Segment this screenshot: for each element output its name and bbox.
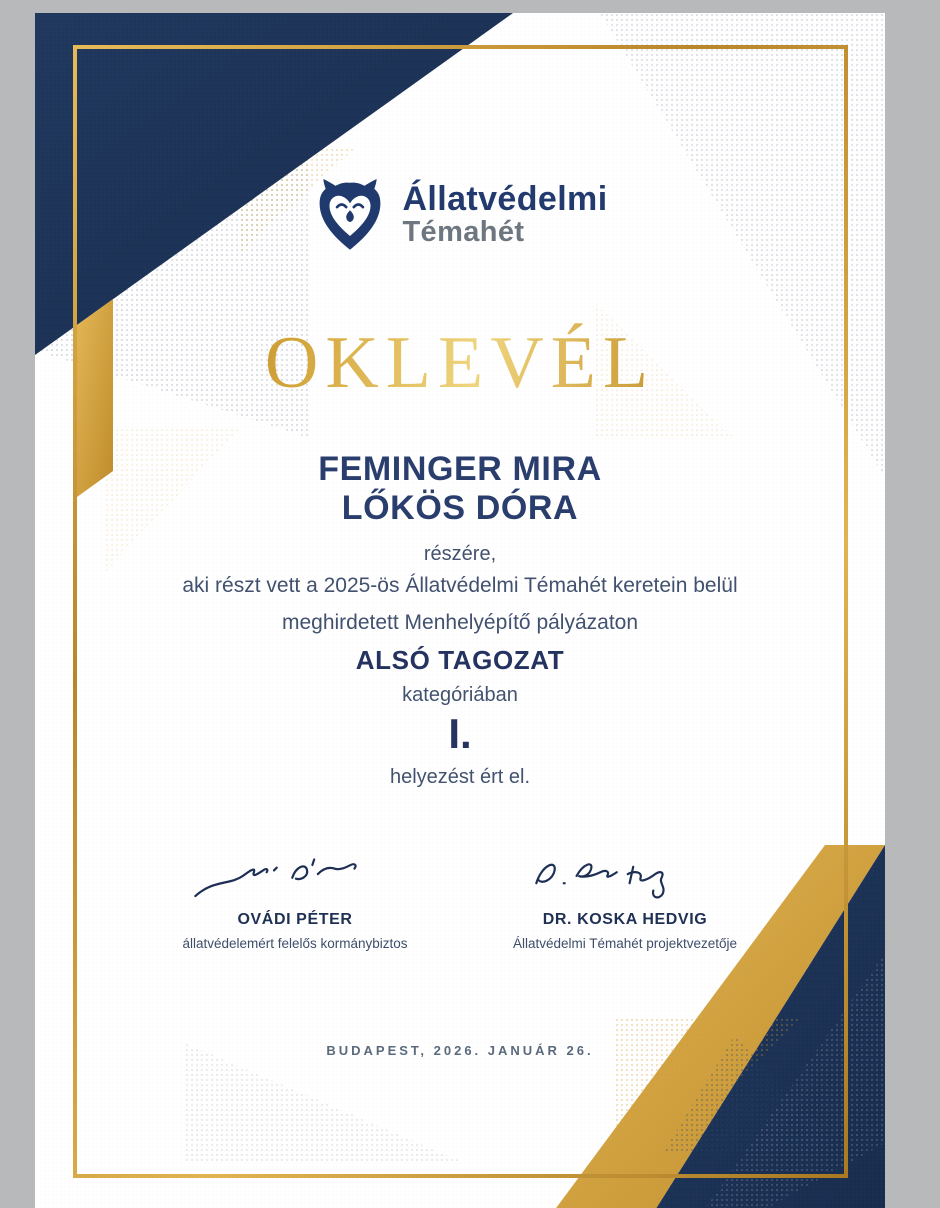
- signatory-title: állatvédelemért felelős kormánybiztos: [182, 936, 408, 951]
- logo-wordmark: [402, 181, 607, 248]
- signature-right-handwriting-icon: [460, 841, 790, 907]
- category-suffix: kategóriában: [402, 684, 518, 706]
- certificate-title: OKLEVÉL: [35, 321, 885, 405]
- recipient-name-1: FEMINGER MIRA: [318, 450, 602, 488]
- logo: [35, 173, 885, 255]
- logo-line1: Állatvédelmi: [402, 179, 608, 218]
- signature-left-handwriting-icon: [130, 841, 460, 907]
- signature-left: [130, 841, 460, 951]
- rank-suffix: helyezést ért el.: [389, 766, 531, 788]
- category-name: ALSÓ TAGOZAT: [355, 645, 565, 675]
- date-line: BUDAPEST, 2026. JANUÁR 26.: [326, 1043, 594, 1058]
- certificate-content: [35, 13, 885, 1208]
- logo-line2: Témahét: [402, 215, 525, 248]
- body-line-1: aki részt vett a 2025-ös Állatvédelmi Témahét keretein belül: [182, 574, 738, 597]
- rank-value: I.: [448, 710, 472, 757]
- signatory-title: Állatvédelmi Témahét projektvezetője: [512, 936, 738, 951]
- signatures-row: [130, 841, 790, 951]
- for-label: részére,: [423, 543, 497, 565]
- signature-right: [460, 841, 790, 951]
- owl-icon: [312, 173, 388, 255]
- recipient-names: [35, 450, 885, 528]
- body-line-2: meghirdetett Menhelyépítő pályázaton: [281, 611, 639, 634]
- signatory-name: OVÁDI PÉTER: [237, 911, 353, 928]
- signatory-name: DR. KOSKA HEDVIG: [542, 911, 708, 928]
- certificate-page: [35, 13, 885, 1208]
- recipient-name-2: LŐKÖS DÓRA: [341, 489, 579, 527]
